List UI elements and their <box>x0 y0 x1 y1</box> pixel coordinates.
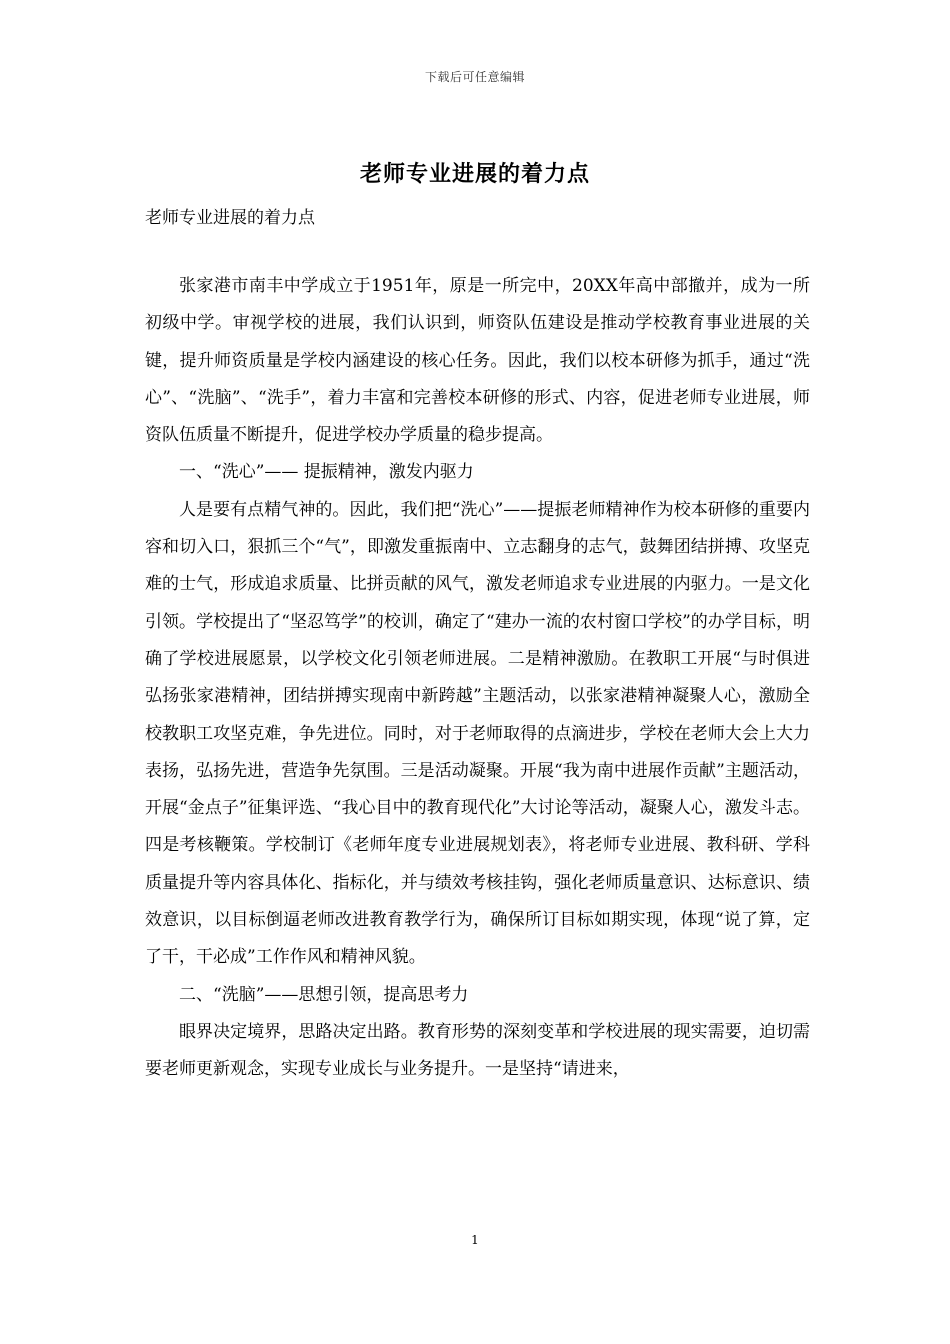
paragraph-intro: 张家港市南丰中学成立于1951年，原是一所完中，20XX年高中部撤并，成为一所初级中学。审视学校的进展，我们认识到，师资队伍建设是推动学校教育事业进展的关键，提升师资质量是学校内涵建设的核心任务。因此，我们以校本研修为抓手，通过“洗心”、“洗脑”、“洗手”，着力丰富和完善校本研修的形式、内容，促进老师专业进展，师资队伍质量不断提升，促进学校办学质量的稳步提高。 <box>145 276 810 446</box>
paragraph-section-2: 眼界决定境界，思路决定出路。教育形势的深刻变革和学校进展的现实需要，迫切需要老师更新观念，实现专业成长与业务提升。一是坚持“请进来， <box>145 1021 810 1080</box>
document-title: 老师专业进展的着力点 <box>359 161 590 187</box>
section-heading-2: 二、“洗脑”——思想引领，提高思考力 <box>179 984 469 1005</box>
document-subtitle: 老师专业进展的着力点 <box>145 208 315 228</box>
document-body <box>145 268 810 1089</box>
page-number: 1 <box>471 1233 479 1247</box>
paragraph-section-1: 人是要有点精气神的。因此，我们把“洗心”——提振老师精神作为校本研修的重要内容和切入口，狠抓三个“气”，即激发重振南中、立志翻身的志气，鼓舞团结拼搏、攻坚克难的士气，形成追求质量、比拼贡献的风气，激发老师追求专业进展的内驱力。一是文化引领。学校提出了“坚忍笃学”的校训，确定了“建办一流的农村窗口学校”的办学目标，明确了学校进展愿景，以学校文化引领老师进展。二是精神激励。在教职工开展“与时俱进弘扬张家港精神，团结拼搏实现南中新跨越”主题活动，以张家港精神凝聚人心，激励全校教职工攻坚克难，争先进位。同时，对于老师取得的点滴进步，学校在老师大会上大力表扬，弘扬先进，营造争先氛围。三是活动凝聚。开展“我为南中进展作贡献”主题活动，开展“金点子”征集评选、“我心目中的教育现代化”大讨论等活动，凝聚人心，激发斗志。四是考核鞭策。学校制订《老师年度专业进展规划表》，将老师专业进展、教科研、学科质量提升等内容具体化、指标化，并与绩效考核挂钩，强化老师质量意识、达标意识、绩效意识，以目标倒逼老师改进教育教学行为，确保所订目标如期实现，体现“说了算，定了干，干必成”工作作风和精神风貌。 <box>145 499 810 968</box>
section-heading-1: 一、“洗心”—— 提振精神，激发内驱力 <box>179 462 474 483</box>
header-note: 下载后可任意编辑 <box>424 70 525 84</box>
